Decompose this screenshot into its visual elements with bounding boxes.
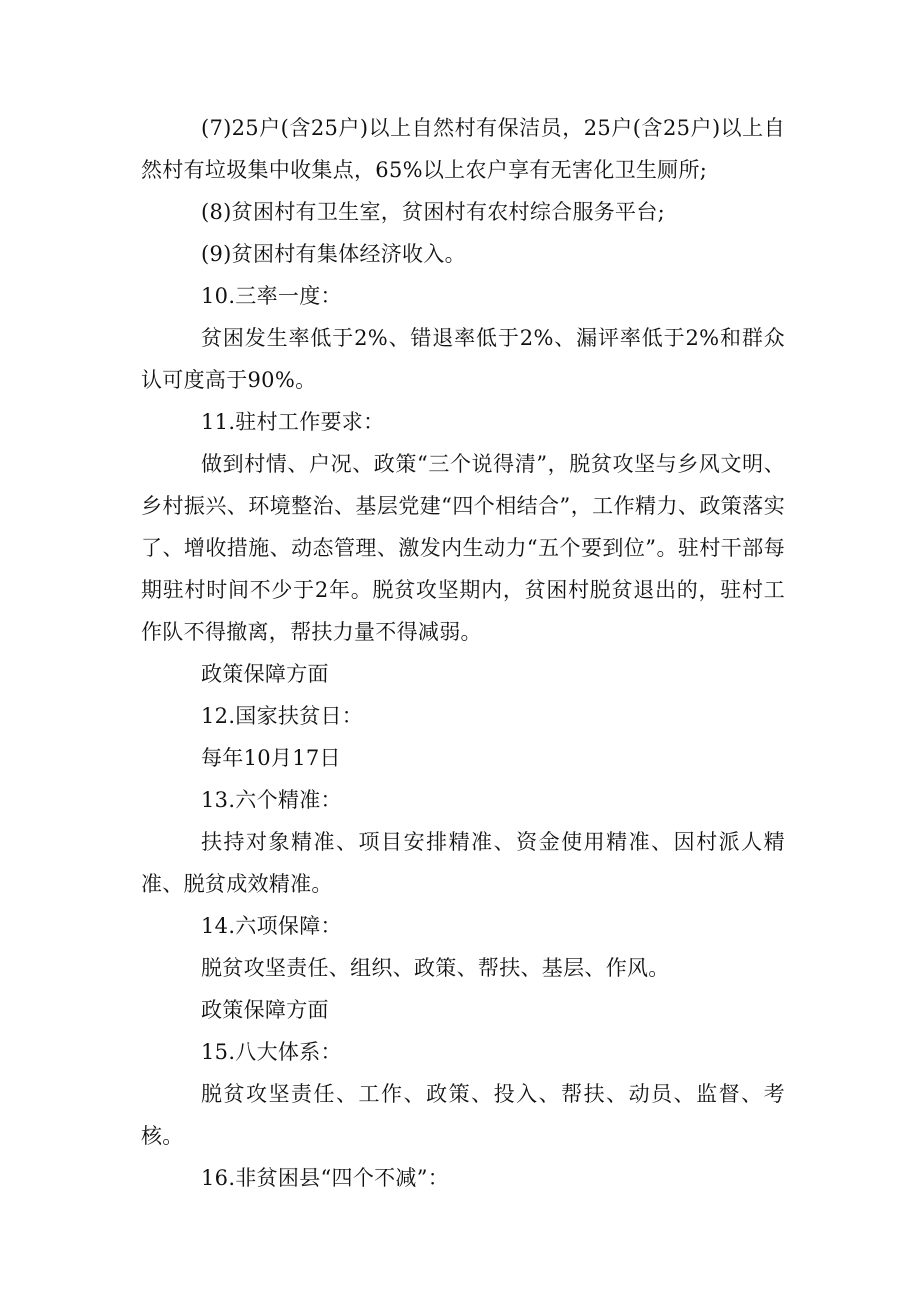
policy-subheading: 政策保障方面 — [201, 998, 329, 1022]
section-10-body: 贫困发生率低于2%、错退率低于2%、漏评率低于2%和群众认可度高于90%。 — [141, 326, 785, 392]
section-14-body: 脱贫攻坚责任、组织、政策、帮扶、基层、作风。 — [201, 956, 670, 980]
section-12-body: 每年10月17日 — [201, 746, 341, 770]
section-12-heading: 12.国家扶贫日： — [201, 704, 364, 728]
section-13-body: 扶持对象精准、项目安排精准、资金使用精准、因村派人精准、脱贫成效精准。 — [141, 830, 785, 896]
section-14-heading: 14.六项保障： — [201, 914, 342, 938]
section-11-body: 做到村情、户况、政策“三个说得清”，脱贫攻坚与乡风文明、乡村振兴、环境整治、基层党建“四个相结合”，工作精力、政策落实了、增收措施、动态管理、激发内生动力“五个要到位”。驻村干部每期驻村时间不少于2年。脱贫攻坚期内，贫困村脱贫退出的，驻村工作队不得撤离，帮扶力量不得减弱。 — [141, 452, 785, 644]
item-8-paragraph: (8)贫困村有卫生室，贫困村有农村综合服务平台; — [201, 200, 666, 224]
section-15-body: 脱贫攻坚责任、工作、政策、投入、帮扶、动员、监督、考核。 — [141, 1082, 785, 1148]
section-15-heading: 15.八大体系： — [201, 1040, 342, 1064]
policy-subheading: 政策保障方面 — [201, 662, 329, 686]
section-10-heading: 10.三率一度： — [201, 284, 342, 308]
section-16-heading: 16.非贫困县“四个不减”： — [201, 1166, 450, 1190]
item-9-paragraph: (9)贫困村有集体经济收入。 — [201, 242, 466, 266]
item-7-paragraph: (7)25户(含25户)以上自然村有保洁员，25户(含25户)以上自然村有垃圾集中收集点，65%以上农户享有无害化卫生厕所; — [141, 116, 785, 182]
section-13-heading: 13.六个精准： — [201, 788, 342, 812]
section-11-heading: 11.驻村工作要求： — [201, 410, 385, 434]
